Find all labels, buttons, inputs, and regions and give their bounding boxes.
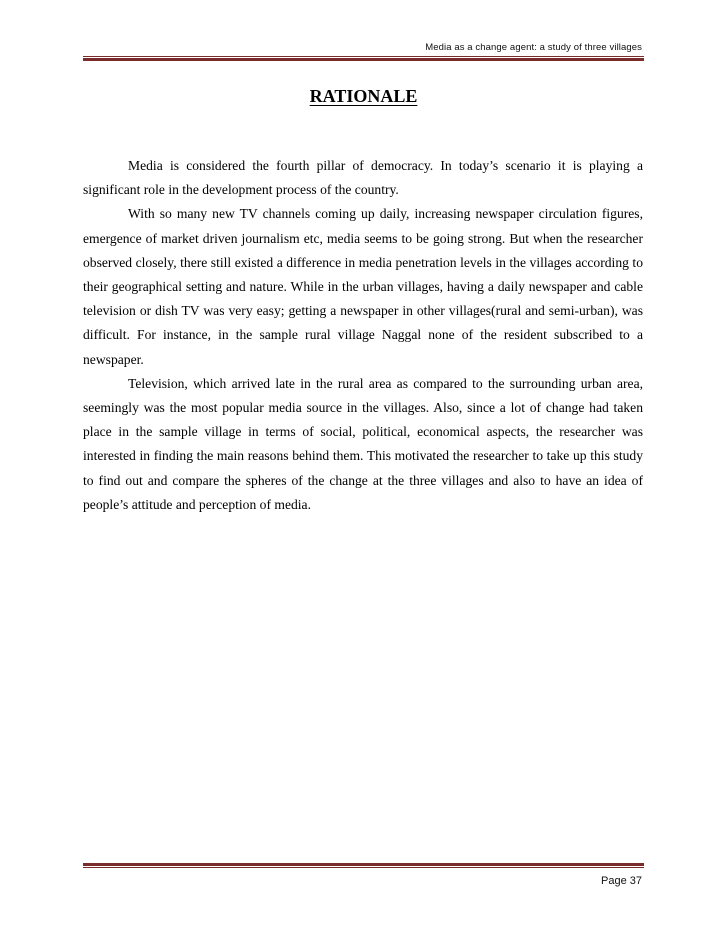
- footer-rule-thick: [83, 863, 644, 866]
- running-header: Media as a change agent: a study of three villages: [425, 42, 642, 53]
- header-rule-thick: [83, 58, 644, 61]
- body-text: [83, 154, 643, 517]
- header-rule-thin: [83, 56, 644, 57]
- page-number: Page 37: [601, 875, 642, 887]
- footer-rule-thin: [83, 867, 644, 868]
- paragraph: Television, which arrived late in the rural area as compared to the surrounding urban area, seemingly was the most popular media source in the villages. Also, since a lot of change had taken place in the sample village in terms of social, political, economical aspects, the researcher was interested in finding the main reasons behind them. This motivated the researcher to take up this study to find out and compare the spheres of the change at the three villages and also to have an idea of people’s attitude and perception of media.: [83, 375, 643, 512]
- paragraph: With so many new TV channels coming up daily, increasing newspaper circulation figures, emergence of market driven journalism etc, media seems to be going strong. But when the researcher observed closely, there still existed a difference in media penetration levels in the villages according to their geographical setting and nature. While in the urban villages, having a daily newspaper and cable television or dish TV was very easy; getting a newspaper in other villages(rural and semi-urban), was difficult. For instance, in the sample rural village Naggal none of the resident subscribed to a newspaper.: [83, 206, 643, 367]
- page-title: RATIONALE: [309, 86, 418, 106]
- paragraph: Media is considered the fourth pillar of democracy. In today’s scenario it is playing a significant role in the development process of the country.: [83, 158, 643, 198]
